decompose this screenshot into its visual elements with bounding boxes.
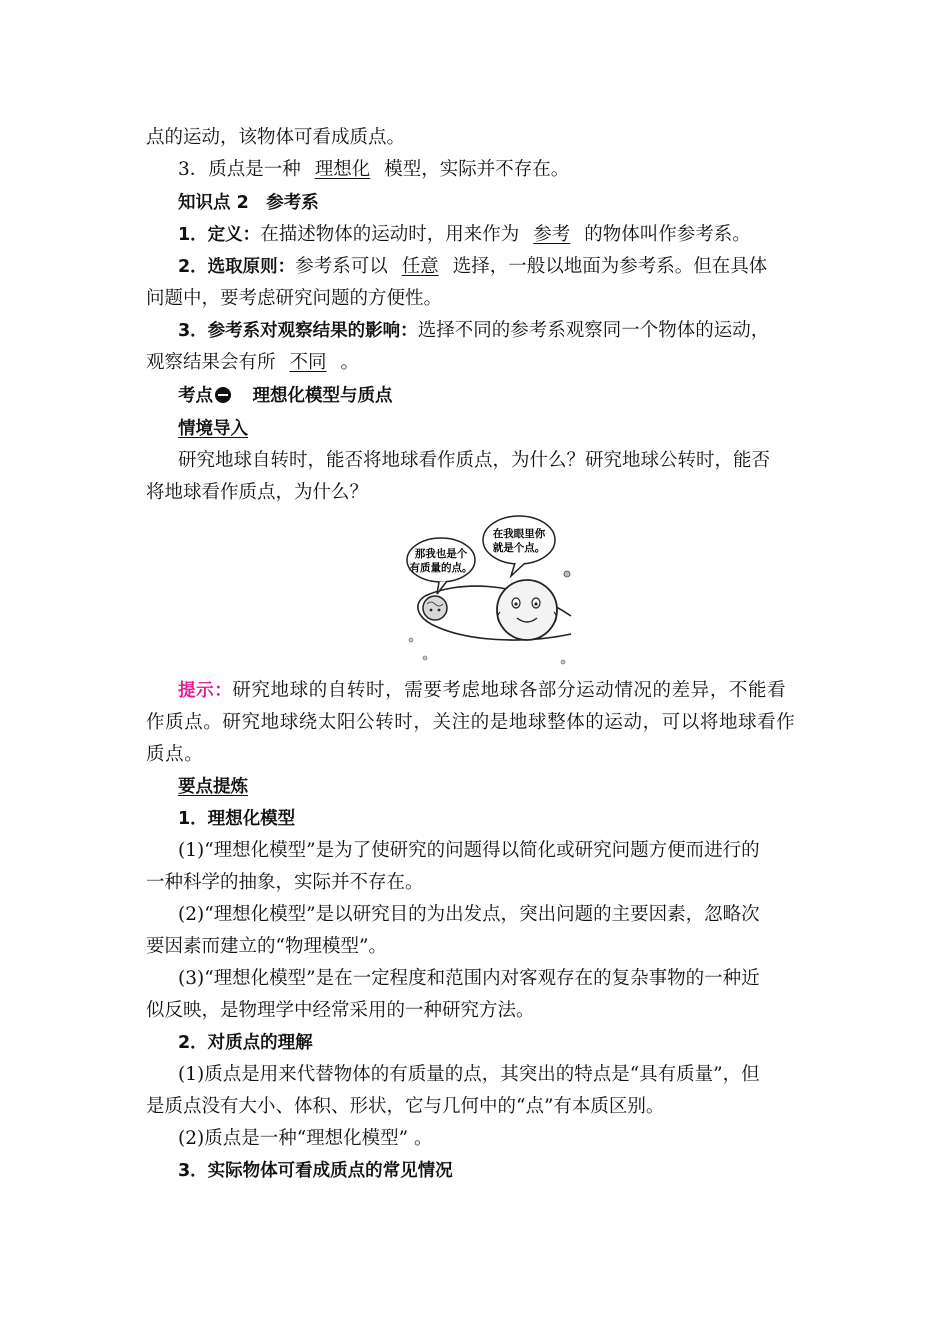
text-line [178, 678, 810, 704]
text-line [178, 222, 810, 248]
paragraph-text: 将地球看作质点，为什么？ [146, 482, 369, 503]
kaodian-title: 理想化模型与质点 [252, 386, 393, 406]
paragraph-text: 。 [340, 352, 360, 373]
text-line [146, 125, 810, 151]
paragraph-text: 一种科学的抽象，实际并不存在。 [146, 872, 424, 893]
text-line [146, 286, 810, 312]
subsection-title: 要点提炼 [178, 777, 248, 797]
subsection-title: 情境导入 [178, 419, 248, 439]
text-line [178, 838, 810, 864]
paragraph-text: (3)“理想化模型”是在一定程度和范围内对客观存在的复杂事物的一种近 [178, 968, 760, 989]
star-dot [561, 660, 565, 664]
paragraph-text: 模型，实际并不存在。 [384, 159, 570, 180]
section-heading: 知识点 2 参考系 [178, 193, 319, 213]
item-heading: 3．实际物体可看成质点的常见情况 [178, 1161, 453, 1181]
paragraph-text: 似反映，是物理学中经常采用的一种研究方法。 [146, 1000, 535, 1021]
bubble-text: 有质量的点。 [409, 562, 473, 574]
text-line [178, 157, 810, 183]
fill-blank-answer: 参考 [533, 224, 571, 245]
fill-blank-answer: 任意 [401, 256, 439, 277]
text-line [178, 1126, 810, 1152]
paragraph-text: 选择不同的参考系观察同一个物体的运动， [417, 320, 770, 341]
kaodian-label: 考点 [178, 386, 213, 406]
text-line [178, 448, 810, 474]
text-line [146, 480, 810, 506]
paragraph-text: 选择，一般以地面为参考系。但在具体 [452, 256, 768, 277]
text-line [146, 998, 810, 1024]
paragraph-text: 要因素而建立的“物理模型”。 [146, 936, 387, 957]
text-line [146, 934, 810, 960]
paragraph-text: 在描述物体的运动时，用来作为 [260, 224, 520, 245]
item-heading: 1．理想化模型 [178, 809, 296, 829]
star-dot [409, 638, 413, 642]
sun-face [497, 580, 557, 640]
paragraph-text: 3．质点是一种 [178, 159, 301, 180]
text-line [146, 710, 810, 736]
item-label: 2．选取原则： [178, 257, 296, 277]
text-line [178, 318, 810, 344]
paragraph-text: 研究地球自转时，能否将地球看作质点，为什么？研究地球公转时，能否 [178, 450, 771, 471]
bubble-text: 就是个点。 [492, 542, 546, 554]
earth-ball [423, 596, 447, 620]
fill-blank-answer: 不同 [289, 352, 327, 373]
paragraph-text: 参考系可以 [295, 256, 388, 277]
text-line [178, 254, 810, 280]
bubble-text: 那我也是个 [414, 548, 468, 560]
paragraph-text: 是质点没有大小、体积、形状，它与几何中的“点”有本质区别。 [146, 1096, 665, 1117]
text-line [146, 1094, 810, 1120]
number-one-circle-icon [215, 387, 231, 403]
hint-label: 提示： [178, 681, 233, 701]
paragraph-text: 点的运动，该物体可看成质点。 [146, 127, 406, 148]
hint-text: 研究地球的自转时，需要考虑地球各部分运动情况的差异，不能看 [232, 680, 787, 701]
text-line [146, 742, 810, 768]
text-line [178, 966, 810, 992]
text-line [178, 902, 810, 928]
paragraph-text: 的物体叫作参考系。 [584, 224, 751, 245]
fill-blank-answer: 理想化 [314, 159, 371, 180]
speech-bubble-large [483, 516, 555, 564]
item-heading: 2．对质点的理解 [178, 1033, 313, 1053]
star-dot [423, 656, 427, 660]
paragraph-text: (2)“理想化模型”是以研究目的为出发点，突出问题的主要因素，忽略次 [178, 904, 760, 925]
paragraph-text: (1)质点是用来代替物体的有质量的点，其突出的特点是“具有质量”，但 [178, 1064, 760, 1085]
paragraph-text: (2)质点是一种“理想化模型” 。 [178, 1128, 433, 1149]
hint-text: 作质点。研究地球绕太阳公转时，关注的是地球整体的运动，可以将地球看作 [146, 712, 796, 733]
item-label: 3．参考系对观察结果的影响： [178, 321, 418, 341]
speech-bubble-small [407, 538, 475, 582]
bubble-text: 在我眼里你 [492, 528, 546, 540]
paragraph-text: 问题中，要考虑研究问题的方便性。 [146, 288, 443, 309]
item-label: 1．定义： [178, 225, 261, 245]
earth-sun-cartoon [395, 512, 577, 668]
text-line [178, 1062, 810, 1088]
paragraph-text: (1)“理想化模型”是为了使研究的问题得以简化或研究问题方便而进行的 [178, 840, 760, 861]
section-heading [178, 383, 810, 409]
hint-text: 质点。 [146, 744, 204, 765]
paragraph-text: 观察结果会有所 [146, 352, 276, 373]
text-line [146, 350, 810, 376]
star-dot [564, 571, 570, 577]
text-line [146, 870, 810, 896]
